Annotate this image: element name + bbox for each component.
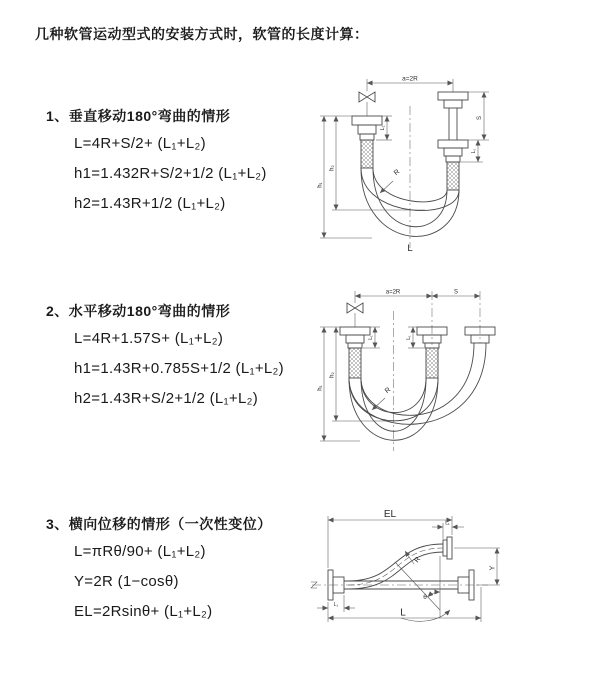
dim-label-l1: L₁ [471, 148, 477, 154]
dim-label-l1: L₁ [333, 602, 339, 608]
left-flange-fitting [340, 327, 370, 378]
formula-h2: h2=1.43R+S/2+1/2 (L₁+L₂) [74, 390, 259, 407]
diagram-horizontal-180-bend [300, 283, 600, 473]
section-1 [46, 106, 267, 213]
dim-label-l: L [400, 607, 406, 619]
left-flange-fitting [352, 116, 382, 168]
braided-hose-section [426, 348, 438, 378]
braided-hose-section [447, 162, 459, 190]
section-1-heading: 1、垂直移动180°弯曲的情形 [46, 108, 231, 124]
dim-label-y: Y [489, 565, 497, 571]
dim-label-h1: h₁ [317, 182, 324, 188]
braided-hose-section [361, 140, 373, 168]
dim-label-l: L [407, 243, 413, 254]
radius-label: R [392, 168, 402, 178]
braided-hose-section [349, 348, 361, 378]
dim-label-l1: L₁ [406, 335, 412, 340]
dim-label-s: S [453, 289, 459, 296]
radius-label: R [383, 386, 393, 396]
radius-label: R [413, 555, 423, 565]
middle-flange-fitting [417, 327, 447, 378]
dim-label-l1: L₁ [368, 335, 374, 340]
hose-u-curves [349, 343, 486, 440]
section-2 [46, 301, 284, 408]
dim-label-h2: h₂ [329, 165, 336, 171]
valve-icon [347, 303, 363, 313]
radius-line [395, 562, 440, 610]
diagram-lateral-displacement [298, 500, 598, 665]
dim-label-l1: L₁ [380, 125, 386, 131]
formula-y: Y=2R (1−cosθ) [74, 573, 179, 590]
section-3-heading: 3、横向位移的情形（一次性变位） [46, 516, 272, 532]
formula-l: L=4R+1.57S+ (L₁+L₂) [74, 330, 224, 347]
page-title: 几种软管运动型式的安装方式时，软管的长度计算： [35, 26, 369, 42]
swing-arrow [400, 607, 450, 621]
formula-l: L=4R+S/2+ (L₁+L₂) [74, 135, 206, 152]
valve-icon [359, 92, 375, 102]
formula-h1: h1=1.432R+S/2+1/2 (L₁+L₂) [74, 165, 267, 182]
right-flange-fitting [438, 92, 468, 190]
formula-h1: h1=1.43R+0.785S+1/2 (L₁+L₂) [74, 360, 284, 377]
dim-label-l1: L₁ [445, 520, 450, 527]
diagram-vertical-180-bend [310, 70, 600, 265]
dim-label-a2r: a=2R [385, 289, 401, 296]
dim-label-h2: h₂ [329, 372, 336, 378]
formula-l: L=πRθ/90+ (L₁+L₂) [74, 543, 206, 560]
dim-label-h1: h₁ [317, 385, 324, 391]
section-3 [46, 514, 272, 621]
angle-label: θ [423, 594, 427, 601]
dim-label-a2r: a=2R [402, 75, 418, 83]
formula-el: EL=2Rsinθ+ (L₁+L₂) [74, 603, 213, 620]
section-2-heading: 2、水平移动180°弯曲的情形 [46, 303, 231, 319]
dim-label-el: EL [383, 509, 397, 520]
angle-arc [428, 592, 440, 597]
dim-label-s: S [477, 115, 483, 121]
formula-h2: h2=1.43R+1/2 (L₁+L₂) [74, 195, 226, 212]
